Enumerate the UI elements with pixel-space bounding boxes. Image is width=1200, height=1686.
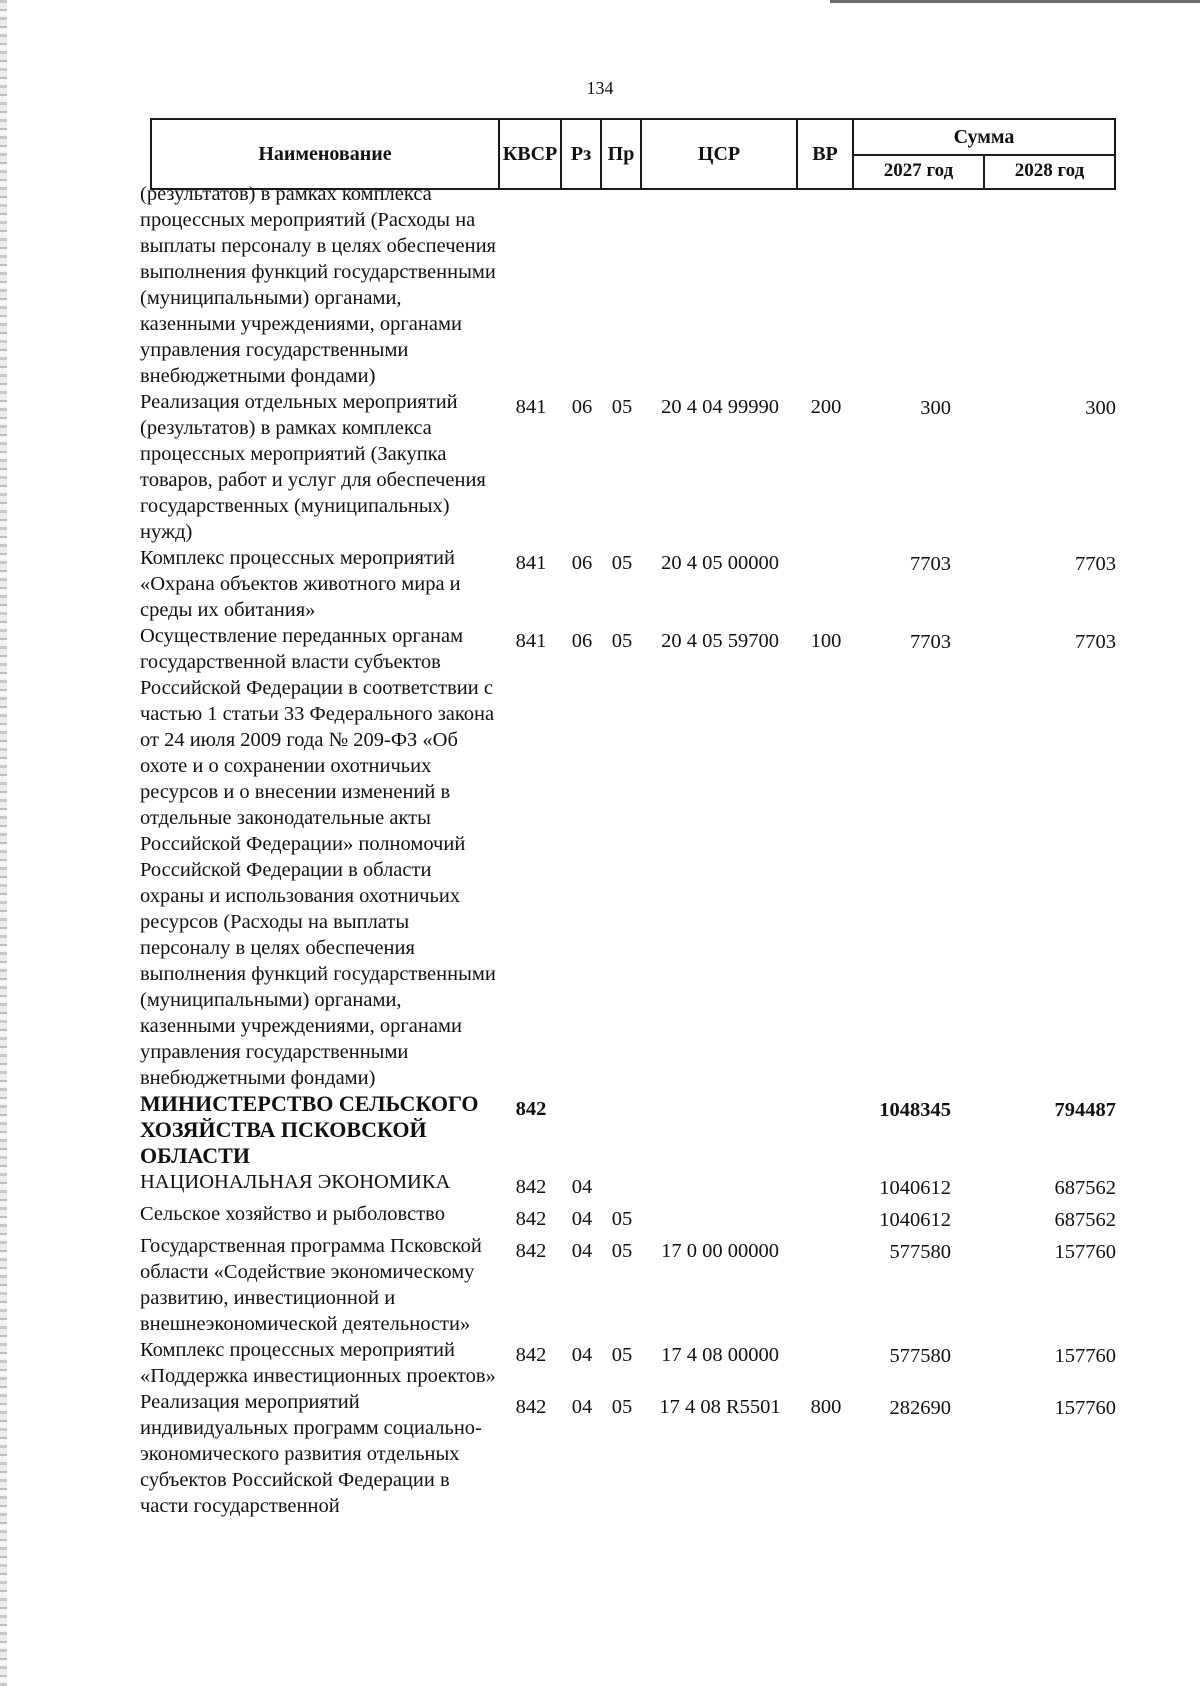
header-csr: ЦСР (641, 119, 797, 189)
cell-2028: 300 (1085, 397, 1116, 419)
header-kvsr: КВСР (499, 119, 561, 189)
cell-vr (798, 1091, 854, 1169)
header-year-2027: 2027 год (853, 155, 984, 189)
cell-rz: 04 (571, 1396, 593, 1418)
cell-2028: 687562 (1054, 1177, 1116, 1199)
cell-name: Государственная программа Псковской области «Содействие экономическому развитию, инвестиционной и внешнеэкономической деятельности» (140, 1235, 482, 1335)
cell-pr: 05 (611, 1240, 633, 1262)
cell-2027: 577580 (889, 1345, 951, 1367)
header-pr: Пр (601, 119, 641, 189)
cell-csr: 17 4 08 00000 (661, 1344, 779, 1366)
cell-kvsr: 842 (515, 1240, 547, 1262)
cell-name: Комплекс процессных мероприятий «Охрана объектов животного мира и среды их обитания» (140, 547, 461, 621)
page-number: 134 (586, 78, 614, 98)
cell-name: МИНИСТЕРСТВО СЕЛЬСКОГО ХОЗЯЙСТВА ПСКОВСКОЙ ОБЛАСТИ (140, 1091, 479, 1168)
cell-2028: 794487 (1054, 1099, 1116, 1121)
cell-vr: 200 (810, 396, 842, 418)
cell-name: (результатов) в рамках комплекса процессных мероприятий (Расходы на выплаты персоналу в целях обеспечения выполнения функций государственными (муниципальными) органами, казенными учреждениями, органами управления государственными внебюджетными фондами) (140, 183, 496, 387)
cell-csr: 17 4 08 R5501 (659, 1396, 781, 1418)
header-rz: Рз (561, 119, 601, 189)
cell-2028: 157760 (1054, 1345, 1116, 1367)
cell-2027: 282690 (889, 1397, 951, 1419)
cell-kvsr: 841 (515, 552, 547, 574)
cell-2028: 157760 (1054, 1397, 1116, 1419)
table-row (140, 181, 1116, 389)
header-year-2028: 2028 год (984, 155, 1115, 189)
cell-pr (602, 1169, 642, 1201)
table-row (140, 1201, 1116, 1233)
cell-pr: 05 (611, 1208, 633, 1230)
cell-pr (602, 1091, 642, 1169)
cell-kvsr: 842 (515, 1344, 547, 1366)
cell-2028: 7703 (1075, 553, 1116, 575)
cell-csr (642, 1201, 798, 1233)
table-row (140, 1169, 1116, 1201)
cell-csr: 20 4 04 99990 (661, 396, 779, 418)
cell-2028: 157760 (1054, 1241, 1116, 1263)
cell-2027: 1048345 (879, 1099, 951, 1121)
cell-rz: 06 (571, 630, 593, 652)
cell-pr: 05 (611, 630, 633, 652)
cell-vr (798, 1337, 854, 1389)
table-row (140, 623, 1116, 1091)
cell-kvsr: 841 (515, 396, 547, 418)
cell-csr (642, 1169, 798, 1201)
cell-rz (562, 1091, 602, 1169)
cell-2027: 7703 (910, 631, 951, 653)
cell-rz: 04 (571, 1208, 593, 1230)
table-row (140, 1337, 1116, 1389)
cell-vr (798, 1169, 854, 1201)
table-header (150, 118, 1116, 190)
cell-csr: 20 4 05 00000 (661, 552, 779, 574)
cell-2027: 1040612 (879, 1177, 951, 1199)
cell-kvsr: 842 (515, 1208, 547, 1230)
header-name: Наименование (151, 119, 499, 189)
cell-rz (562, 181, 602, 389)
cell-pr (602, 181, 642, 389)
table-row (140, 545, 1116, 623)
cell-name: Комплекс процессных мероприятий «Поддержка инвестиционных проектов» (140, 1339, 496, 1387)
scan-top-line (830, 0, 1200, 3)
cell-rz: 04 (571, 1344, 593, 1366)
cell-vr (798, 1201, 854, 1233)
cell-csr: 20 4 05 59700 (661, 630, 779, 652)
cell-2027: 577580 (889, 1241, 951, 1263)
cell-vr: 100 (810, 630, 842, 652)
cell-2028: 7703 (1075, 631, 1116, 653)
cell-vr (798, 545, 854, 623)
cell-name: Реализация отдельных мероприятий (результатов) в рамках комплекса процессных мероприятий (Закупка товаров, работ и услуг для обеспечения государственных (муниципальных) нужд) (140, 391, 486, 543)
cell-csr (642, 1091, 798, 1169)
cell-name: Реализация мероприятий индивидуальных программ социально-экономического развития отдельных субъектов Российской Федерации в части государственной (140, 1391, 482, 1517)
cell-2027: 300 (920, 397, 951, 419)
cell-name: Осуществление переданных органам государственной власти субъектов Российской Федерации в соответствии с частью 1 статьи 33 Федерального закона от 24 июля 2009 года № 209-ФЗ «Об охоте и о сохранении охотничьих ресурсов и о внесении изменений в отдельные законодательные акты Российской Федерации» полномочий Российской Федерации в области охраны и использования охотничьих ресурсов (Расходы на выплаты персоналу в целях обеспечения выполнения функций государственными (муниципальными) органами, казенными учреждениями, органами управления государственными внебюджетными фондами) (140, 625, 496, 1089)
cell-kvsr (500, 181, 562, 389)
cell-csr: 17 0 00 00000 (661, 1240, 779, 1262)
cell-2027 (854, 181, 985, 389)
cell-vr (798, 1233, 854, 1337)
cell-pr: 05 (611, 396, 633, 418)
cell-2027: 1040612 (879, 1209, 951, 1231)
table-row (140, 1091, 1116, 1169)
table-row (140, 1389, 1116, 1519)
cell-kvsr: 842 (515, 1396, 547, 1418)
cell-rz: 06 (571, 552, 593, 574)
cell-pr: 05 (611, 1344, 633, 1366)
cell-2027: 7703 (910, 553, 951, 575)
cell-csr (642, 181, 798, 389)
budget-table (140, 181, 1116, 1519)
header-sum: Сумма (853, 119, 1115, 155)
header-vr: ВР (797, 119, 853, 189)
cell-kvsr: 841 (515, 630, 547, 652)
table-row (140, 1233, 1116, 1337)
cell-name: НАЦИОНАЛЬНАЯ ЭКОНОМИКА (140, 1171, 451, 1193)
cell-rz: 06 (571, 396, 593, 418)
cell-rz: 04 (571, 1240, 593, 1262)
cell-rz: 04 (571, 1176, 593, 1198)
cell-2028: 687562 (1054, 1209, 1116, 1231)
cell-pr: 05 (611, 552, 633, 574)
cell-name: Сельское хозяйство и рыболовство (140, 1203, 445, 1225)
cell-vr (798, 181, 854, 389)
cell-vr: 800 (810, 1396, 842, 1418)
scan-edge (0, 0, 7, 1686)
cell-kvsr: 842 (515, 1098, 547, 1120)
table-row (140, 389, 1116, 545)
cell-pr: 05 (611, 1396, 633, 1418)
cell-kvsr: 842 (515, 1176, 547, 1198)
cell-2028 (985, 181, 1116, 389)
